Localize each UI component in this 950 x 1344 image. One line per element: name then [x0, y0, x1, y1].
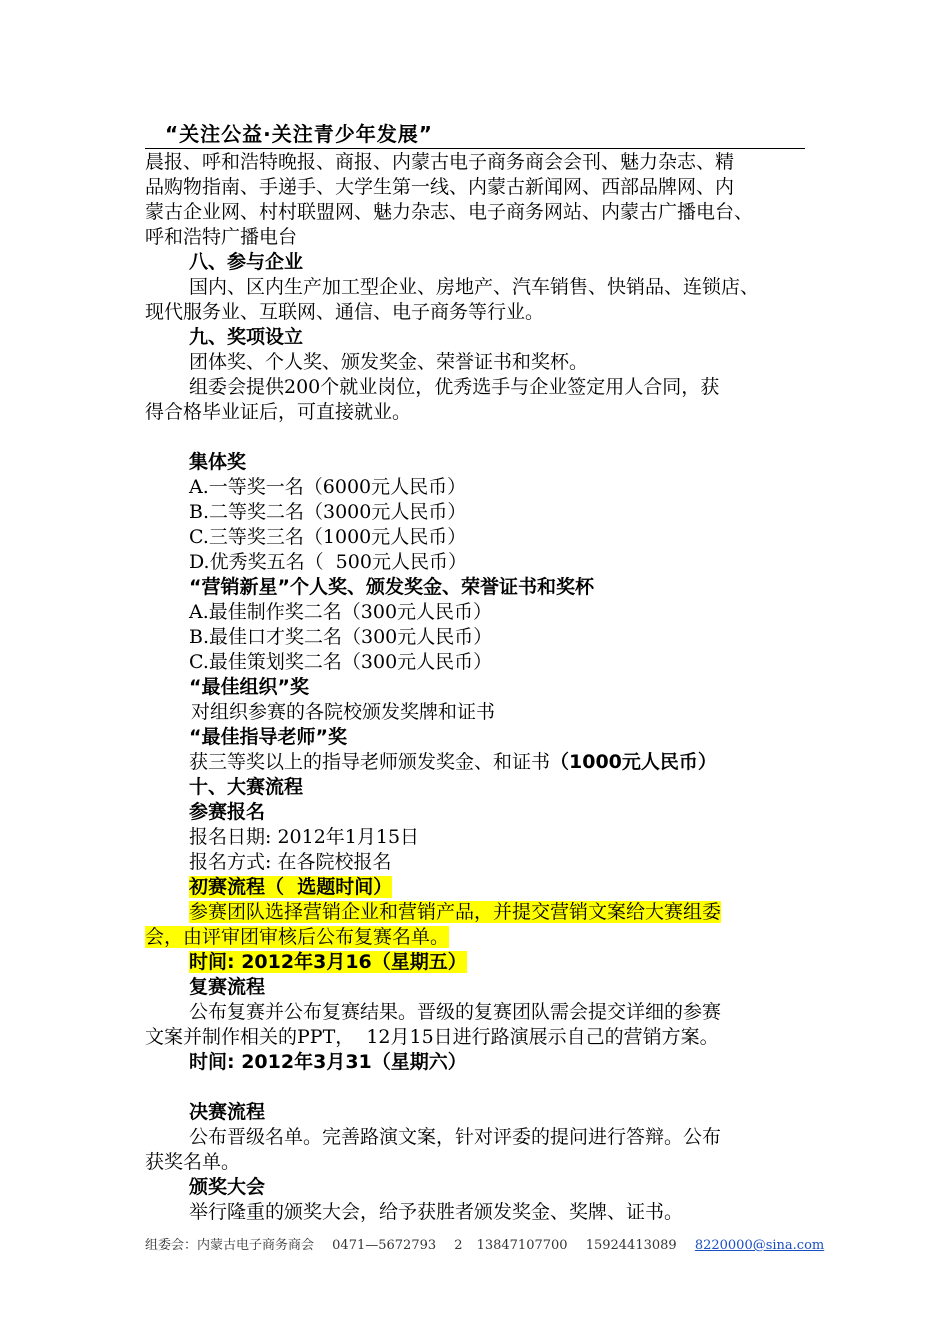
prelim-time: 时间: 2012年3月16（星期五） [189, 951, 467, 973]
group-award-item: B.二等奖二名（3000元人民币） [189, 501, 467, 523]
page-header [145, 118, 805, 149]
footer-phone: 0471—5672793 [332, 1238, 437, 1253]
ceremony-line: 举行隆重的颁奖大会，给予获胜者颁发奖金、奖牌、证书。 [189, 1201, 684, 1223]
page-number: 2 [454, 1238, 463, 1253]
prelim-line [145, 900, 815, 925]
ceremony-heading: 颁奖大会 [189, 1176, 266, 1198]
teacher-award-line [145, 750, 815, 775]
intro-line: 晨报、呼和浩特晚报、商报、内蒙古电子商务商会会刊、魅力杂志、精 [145, 151, 735, 173]
individual-award-item: A.最佳制作奖二名（300元人民币） [189, 601, 493, 623]
footer-phone: 15924413089 [585, 1238, 677, 1253]
paragraph-line: 得合格毕业证后，可直接就业。 [145, 401, 412, 423]
intro-line: 品购物指南、手递手、大学生第一线、内蒙古新闻网、西部品牌网、内 [145, 176, 735, 198]
final-line: 获奖名单。 [145, 1151, 241, 1173]
paragraph-line: 现代服务业、互联网、通信、电子商务等行业。 [145, 301, 545, 323]
header-title: “关注公益·关注青少年发展” [165, 122, 433, 146]
prelim-text: 参赛团队选择营销企业和营销产品，并提交营销文案给大赛组委 [189, 901, 722, 923]
teacher-award-amount: （1000元人民币） [550, 751, 717, 773]
intro-line: 蒙古企业网、村村联盟网、魅力杂志、电子商务网站、内蒙古广播电台、 [145, 201, 754, 223]
intro-line: 呼和浩特广播电台 [145, 226, 298, 248]
paragraph-line: 国内、区内生产加工型企业、房地产、汽车销售、快销品、连锁店、 [189, 276, 760, 298]
section-heading-process: 十、大赛流程 [189, 776, 304, 798]
footer-org: 组委会：内蒙古电子商务商会 [145, 1238, 315, 1253]
registration-date: 报名日期: 2012年1月15日 [189, 826, 420, 848]
org-award-heading: “最佳组织”奖 [189, 676, 309, 698]
group-award-item: C.三等奖三名（1000元人民币） [189, 526, 467, 548]
group-award-item: D.优秀奖五名（ 500元人民币） [189, 551, 467, 573]
teacher-award-heading: “最佳指导老师”奖 [189, 726, 347, 748]
paragraph-line: 团体奖、个人奖、颁发奖金、荣誉证书和奖杯。 [189, 351, 589, 373]
section-heading-participating-companies: 八、参与企业 [189, 251, 304, 273]
org-award-text: 对组织参赛的各院校颁发奖牌和证书 [191, 701, 496, 723]
footer-phone: 13847107700 [476, 1238, 568, 1253]
final-line: 公布晋级名单。完善路演文案，针对评委的提问进行答辩。公布 [189, 1126, 722, 1148]
prelim-time-line [145, 950, 815, 975]
individual-award-item: C.最佳策划奖二名（300元人民币） [189, 651, 493, 673]
registration-method: 报名方式: 在各院校报名 [189, 851, 392, 873]
semifinal-heading: 复赛流程 [189, 976, 266, 998]
final-heading: 决赛流程 [189, 1101, 266, 1123]
group-award-item: A.一等奖一名（6000元人民币） [189, 476, 467, 498]
document-body [145, 150, 815, 1225]
group-award-heading: 集体奖 [189, 451, 247, 473]
semifinal-time: 时间: 2012年3月31（星期六） [189, 1051, 467, 1073]
registration-heading: 参赛报名 [189, 801, 266, 823]
semifinal-line: 公布复赛并公布复赛结果。晋级的复赛团队需会提交详细的参赛 [189, 1001, 722, 1023]
page-footer [145, 1234, 845, 1253]
individual-award-item: B.最佳口才奖二名（300元人民币） [189, 626, 493, 648]
section-heading-awards: 九、奖项设立 [189, 326, 304, 348]
prelim-heading-line [145, 875, 815, 900]
semifinal-line: 文案并制作相关的PPT， 12月15日进行路演展示自己的营销方案。 [145, 1026, 719, 1048]
prelim-heading: 初赛流程（ 选题时间） [189, 876, 393, 898]
footer-email-link[interactable]: 8220000@sina.com [694, 1238, 825, 1253]
teacher-award-text: 获三等奖以上的指导老师颁发奖金、和证书 [189, 751, 551, 773]
prelim-text: 会，由评审团审核后公布复赛名单。 [145, 926, 450, 948]
individual-award-heading: “营销新星”个人奖、颁发奖金、荣誉证书和奖杯 [189, 576, 594, 598]
prelim-line [145, 925, 815, 950]
paragraph-line: 组委会提供200个就业岗位，优秀选手与企业签定用人合同，获 [189, 376, 720, 398]
